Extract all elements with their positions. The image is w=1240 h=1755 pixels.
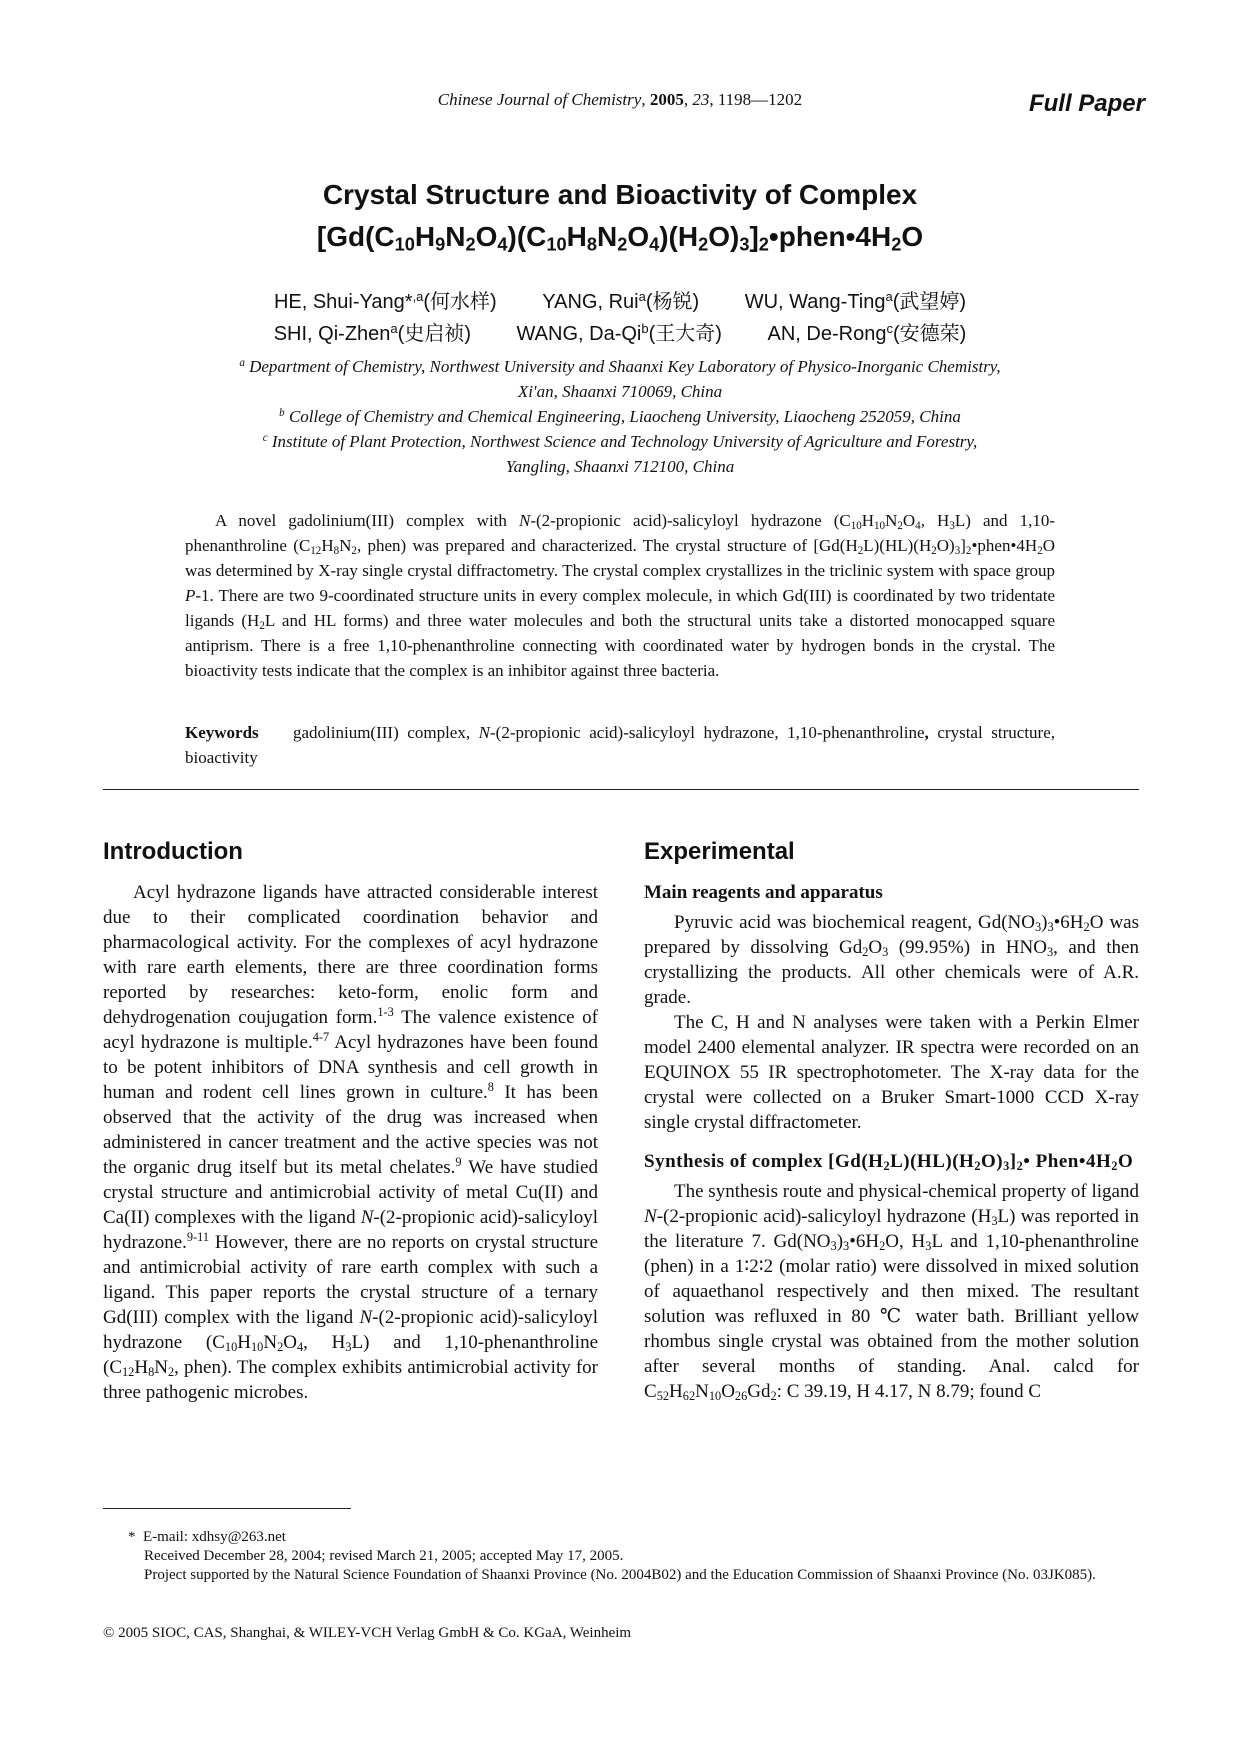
keywords-label: Keywords	[185, 723, 259, 742]
introduction-heading: Introduction	[103, 838, 243, 865]
affiliation-a: $^a$ Department of Chemistry, Northwest University and Shaanxi Key Laboratory of Physico-Inorganic Chemistry,	[239, 356, 1001, 376]
journal-volume: 23	[692, 90, 710, 109]
synthesis-text: The synthesis route and physical-chemical property of ligand N-(2-propionic acid)-salicyloyl hydrazone $(H_3L)$ was reported in the literature 7. $Gd(NO_3)_3•6H_2O$, $H_3L$ and 1,10-phenanthroline (phen) in a 1∶2∶2 (molar ratio) were dissolved in mixed solution of aquaethanol respectively and then mixed. The resultant solution was refluxed in 80 ℃ water bath. Brilliant yellow rhombus single crystal was obtained from the mother solution after several months of standing. Anal. calcd for $C_{52}H_{62}N_{10}O_{26}Gd_2$: C 39.19, H 4.17, N 8.79; found C	[644, 1181, 1140, 1404]
reagents-heading: Main reagents and apparatus	[644, 882, 883, 903]
right-column	[644, 836, 1139, 1404]
author: HE, Shui-Yang*$^{,a}$(何水样)	[273, 288, 497, 313]
journal-pages: 1198—1202	[717, 90, 803, 109]
section-divider	[103, 789, 1139, 790]
author: AN, De-Rong$^c$(安德荣)	[767, 320, 967, 345]
affiliation-b: $^b$ College of Chemistry and Chemical Engineering, Liaocheng University, Liaocheng 252059, China	[279, 406, 961, 426]
abstract: A novel gadolinium(III) complex with N-(2-propionic acid)-salicyloyl hydrazone ($C_{10}H_{10}N_2O_4$, $H_3L$) and 1,10-phenanthroline ($C_{12}H_8N_2$, phen) was prepared and characterized. The crystal structure of $[Gd(H_2L)(HL)(H_2O)_3]_2•phen•4H_2O$ was determined by X-ray single crystal diffractometry. The crystal complex crystallizes in the triclinic system with space group P-1. There are two 9-coordinated structure units in every complex molecule, in which Gd(III) is coordinated by two tridentate ligands ($H_2L$ and HL forms) and three water molecules and both the structural units take a distorted monocapped square antiprism. There is a free 1,10-phenanthroline connecting with coordinated water by hydrogen bonds in the crystal. The bioactivity tests indicate that the complex is an inhibitor against three bacteria.	[185, 511, 1055, 680]
copyright-notice: © 2005 SIOC, CAS, Shanghai, & WILEY-VCH Verlag GmbH & Co. KGaA, Weinheim	[103, 1625, 632, 1641]
journal-citation: Chinese Journal of Chemistry, 2005, 23, 1198—1202	[437, 90, 803, 109]
journal-year: 2005	[649, 90, 684, 109]
left-column	[103, 836, 598, 1405]
footnote-email: * E-mail: xdhsy@263.net	[128, 1529, 286, 1545]
footnote-received: Received December 28, 2004; revised March 21, 2005; accepted May 17, 2005.	[144, 1548, 624, 1564]
reagents-text: Pyruvic acid was biochemical reagent, $Gd(NO_3)_3•6H_2O$ was prepared by dissolving $Gd_2O_3$ (99.95%) in $HNO_3$, and then crystallizing the products. All other chemicals were of A.R. grade.	[644, 912, 1139, 1008]
author: WU, Wang-Ting$^a$(武望婷)	[744, 288, 967, 313]
footnote-project: Project supported by the Natural Science Foundation of Shaanxi Province (No. 2004B02) and the Education Commission of Shaanxi Province (No. 03JK085).	[144, 1567, 1096, 1583]
author: YANG, Rui$^a$(杨锐)	[542, 288, 700, 313]
affiliation-c-city: Yangling, Shaanxi 712100, China	[505, 457, 735, 476]
apparatus-text: The C, H and N analyses were taken with a Perkin Elmer model 2400 elemental analyzer. IR spectra were recorded on an EQUINOX 55 IR spectrophotometer. The X-ray data for the crystal were collected on a Bruker Smart-1000 CCD X-ray single crystal diffractometer.	[644, 1012, 1139, 1133]
paper-title	[100, 174, 1140, 258]
footnotes	[128, 1528, 1140, 1585]
title-line-2: $[Gd(C_{10}H_9N_2O_4)(C_{10}H_8N_2O_4)(H_2O)_3]_2•phen•4H_2O$	[316, 221, 924, 255]
title-line-1: Crystal Structure and Bioactivity of Complex	[322, 179, 918, 210]
introduction-text: Acyl hydrazone ligands have attracted considerable interest due to their complicated coordination behavior and pharmacological activity. For the complexes of acyl hydrazone with rare earth elements, there are three coordination forms reported by researches: keto-form, enolic form and dehydrogenation coujugation form.$^{1-3}$ The valence existence of acyl hydrazone is multiple.$^{4-7}$ Acyl hydrazones have been found to be potent inhibitors of DNA synthesis and cell growth in human and rodent cell lines grown in culture.$^8$ It has been observed that the activity of the drug was increased when administered in cancer treatment and the active species was not the organic drug itself but its metal chelates.$^9$ We have studied crystal structure and antimicrobial activity of metal Cu(II) and Ca(II) complexes with the ligand N-(2-propionic acid)-salicyloyl hydrazone.$^{9-11}$ However, there are no reports on crystal structure and antimicrobial activity of rare earth complex with such a ligand. This paper reports the crystal structure of a ternary Gd(III) complex with the ligand N-(2-propionic acid)-salicyloyl hydrazone ($C_{10}H_{10}N_2O_4$, $H_3L$) and 1,10-phenanthroline ($C_{12}H_8N_2$, phen). The complex exhibits antimicrobial activity for three pathogenic microbes.	[103, 882, 599, 1403]
author: WANG, Da-Qi$^b$(王大奇)	[516, 320, 722, 345]
paper-type-label: Full Paper	[1028, 90, 1145, 117]
footnote-divider	[103, 1508, 351, 1509]
author: SHI, Qi-Zhen$^a$(史启祯)	[273, 320, 471, 345]
affiliation-a-city: Xi'an, Shaanxi 710069, China	[517, 382, 723, 401]
author-list	[100, 286, 1140, 350]
affiliations	[120, 354, 1120, 479]
synthesis-heading: Synthesis of complex $[Gd(H_2L)(HL)(H_2O)_3]_2•$ $Phen•4H_2O$	[644, 1151, 1134, 1174]
keywords: Keywords gadolinium(III) complex, N-(2-propionic acid)-salicyloyl hydrazone, 1,10-phenanthroline, crystal structure, bioactivity	[185, 723, 1055, 767]
journal-name: Chinese Journal of Chemistry	[437, 90, 642, 109]
experimental-heading: Experimental	[644, 838, 795, 865]
affiliation-c: $^c$ Institute of Plant Protection, Northwest Science and Technology University of Agriculture and Forestry,	[262, 431, 978, 451]
